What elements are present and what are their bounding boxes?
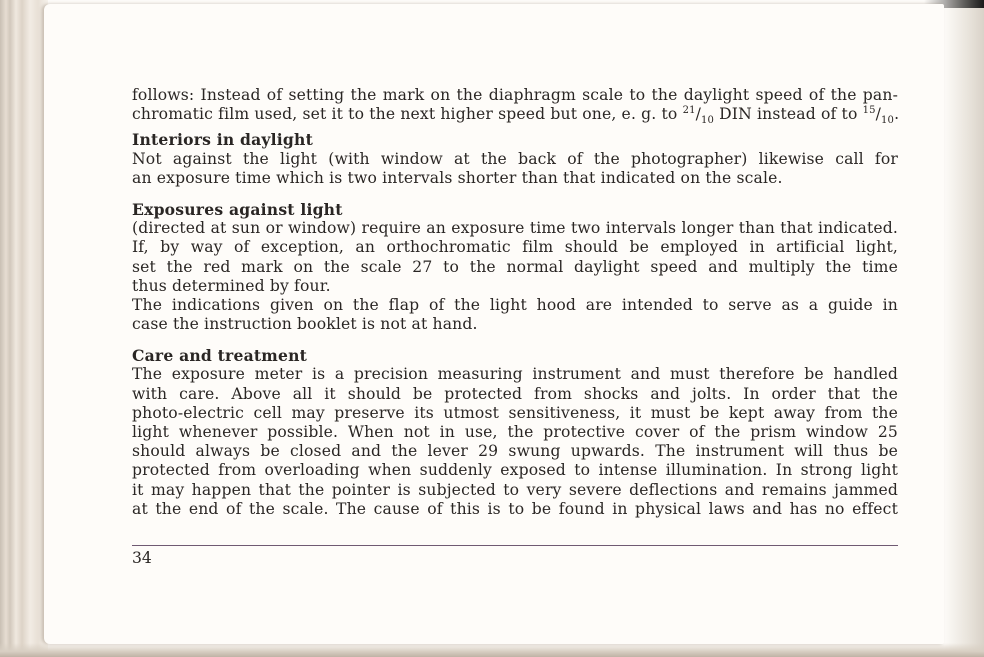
text-line: protected from overloading when suddenly exposed to intense illumination. In strong light	[132, 461, 898, 480]
text-line: case the instruction booklet is not at hand.	[132, 315, 478, 334]
page-bottom-edge	[0, 643, 984, 657]
text-line: chromatic film used, set it to the next higher speed but one, e. g. to $^{21}/_{10}$ DIN instead of to $^{15}/_{10}$.	[132, 105, 900, 127]
page-right-edge	[944, 0, 984, 657]
paragraph-gap	[132, 188, 898, 200]
text-line: set the red mark on the scale 27 to the normal daylight speed and multiply the time	[132, 257, 898, 276]
text-line: light whenever possible. When not in use, the protective cover of the prism window 25	[132, 423, 898, 441]
text-line: thus determined by four.	[132, 276, 331, 295]
text-fragment: chromatic film used, set it to the next higher speed but one, e. g. to	[132, 105, 683, 124]
text-line: an exposure time which is two intervals shorter than that indicated on the scale.	[132, 168, 783, 187]
section-heading: Interiors in daylight	[132, 130, 313, 150]
text-line: The exposure meter is a precision measuring instrument and must therefore be handled	[132, 365, 898, 384]
section-heading: Exposures against light	[132, 199, 343, 219]
fraction-denominator: 10	[701, 115, 715, 127]
text-line: at the end of the scale. The cause of this is to be found in physical laws and has no effect	[132, 499, 898, 518]
fraction-numerator: 21	[682, 105, 696, 116]
page-stack-edge	[0, 0, 48, 657]
text-line: it may happen that the pointer is subjected to very severe deflections and remains jammed	[132, 480, 898, 499]
text-fragment: DIN instead of to	[714, 105, 863, 124]
text-line: If, by way of exception, an orthochromatic film should be employed in artificial light,	[132, 238, 898, 257]
page-number: 34	[132, 549, 152, 567]
footer-rule	[132, 545, 898, 546]
section-heading: Care and treatment	[132, 346, 308, 366]
fraction-numerator: 15	[862, 105, 876, 116]
body-text	[132, 86, 898, 519]
text-line: (directed at sun or window) require an exposure time two intervals longer than that indicated.	[132, 219, 898, 238]
text-line: follows: Instead of setting the mark on the diaphragm scale to the daylight speed of the pan-	[132, 86, 898, 104]
text-line: should always be closed and the lever 29 swung upwards. The instrument will thus be	[132, 442, 898, 461]
text-line: The indications given on the flap of the light hood are intended to serve as a guide in	[132, 295, 898, 314]
text-line: photo-electric cell may preserve its utmost sensitiveness, it must be kept away from the	[132, 403, 898, 422]
text-line: with care. Above all it should be protected from shocks and jolts. In order that the	[132, 384, 898, 403]
paragraph-gap	[132, 334, 898, 346]
fraction-denominator: 10	[881, 115, 895, 127]
text-line: Not against the light (with window at the back of the photographer) likewise call for	[132, 149, 898, 168]
text-fragment: .	[894, 105, 900, 124]
